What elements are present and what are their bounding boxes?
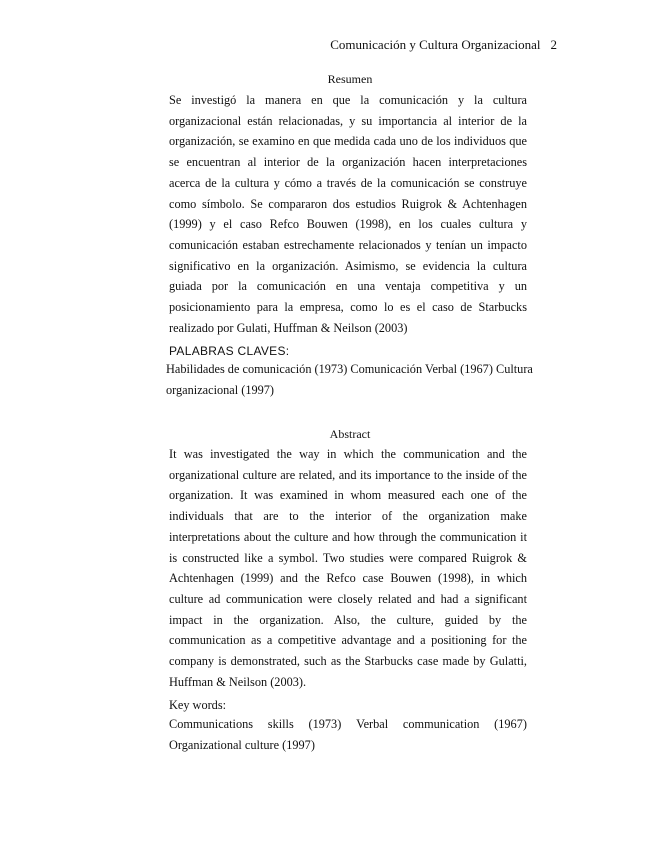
keyword-word: skills bbox=[267, 717, 294, 731]
resumen-title: Resumen bbox=[327, 72, 373, 86]
keyword-word: (1967) bbox=[494, 717, 527, 731]
abstract-keywords-label: Key words: bbox=[169, 698, 227, 712]
resumen-keywords-line-1: Habilidades de comunicación (1973) Comunicación Verbal (1967) Cultura bbox=[166, 362, 533, 376]
resumen-keywords-line-2: organizacional (1997) bbox=[166, 383, 275, 397]
running-title: Comunicación y Cultura Organizacional bbox=[330, 37, 541, 52]
abstract-title: Abstract bbox=[329, 427, 371, 441]
resumen-keywords-label: PALABRAS CLAVES: bbox=[169, 344, 290, 358]
page-number: 2 bbox=[550, 37, 557, 52]
keyword-word: (1973) bbox=[308, 717, 342, 731]
abstract-body: It was investigated the way in which the communication and the organizational culture are related, and its importance to the inside of the organization. It was examined in whom measured each one of the individuals that are to the interior of the organization make interpretations about the culture and how through the communication it is constructed like a symbol. Two studies were compared Ruigrok & Achtenhagen (1999) and the Refco case Bouwen (1998), in which culture ad communication were closely related and had a significant impact in the organization. Also, the culture, guided by the communication as a competitive advantage and a positioning for the company is demonstrated, such as the Starbucks case made by Gulatti, Huffman & Neilson (2003). bbox=[169, 447, 527, 689]
abstract-keywords bbox=[169, 714, 527, 756]
abstract-keywords-line-1 bbox=[169, 714, 527, 735]
abstract-keywords-line-2: Organizational culture (1997) bbox=[169, 738, 315, 752]
keyword-word: Verbal bbox=[356, 717, 389, 731]
keyword-word: Communications bbox=[169, 717, 254, 731]
resumen-keywords bbox=[166, 359, 533, 401]
running-head bbox=[330, 37, 557, 53]
resumen-body: Se investigó la manera en que la comunicación y la cultura organizacional están relacionadas, y su importancia al interior de la organización, se examino en que medida cada uno de los individuos que se encuentran al interior de la organización hacen interpretaciones acerca de la cultura y cómo a través de la comunicación se construye como símbolo. Se compararon dos estudios Ruigrok & Achtenhagen (1999) y el caso Refco Bouwen (1998), en los cuales cultura y comunicación estaban estrechamente relacionados y tenían un impacto significativo en la organización. Asimismo, se evidencia la cultura guiada por la comunicación en una ventaja competitiva y un posicionamiento para la empresa, como lo es el caso de Starbucks realizado por Gulati, Huffman & Neilson (2003) bbox=[169, 93, 527, 335]
keyword-word: communication bbox=[402, 717, 480, 731]
